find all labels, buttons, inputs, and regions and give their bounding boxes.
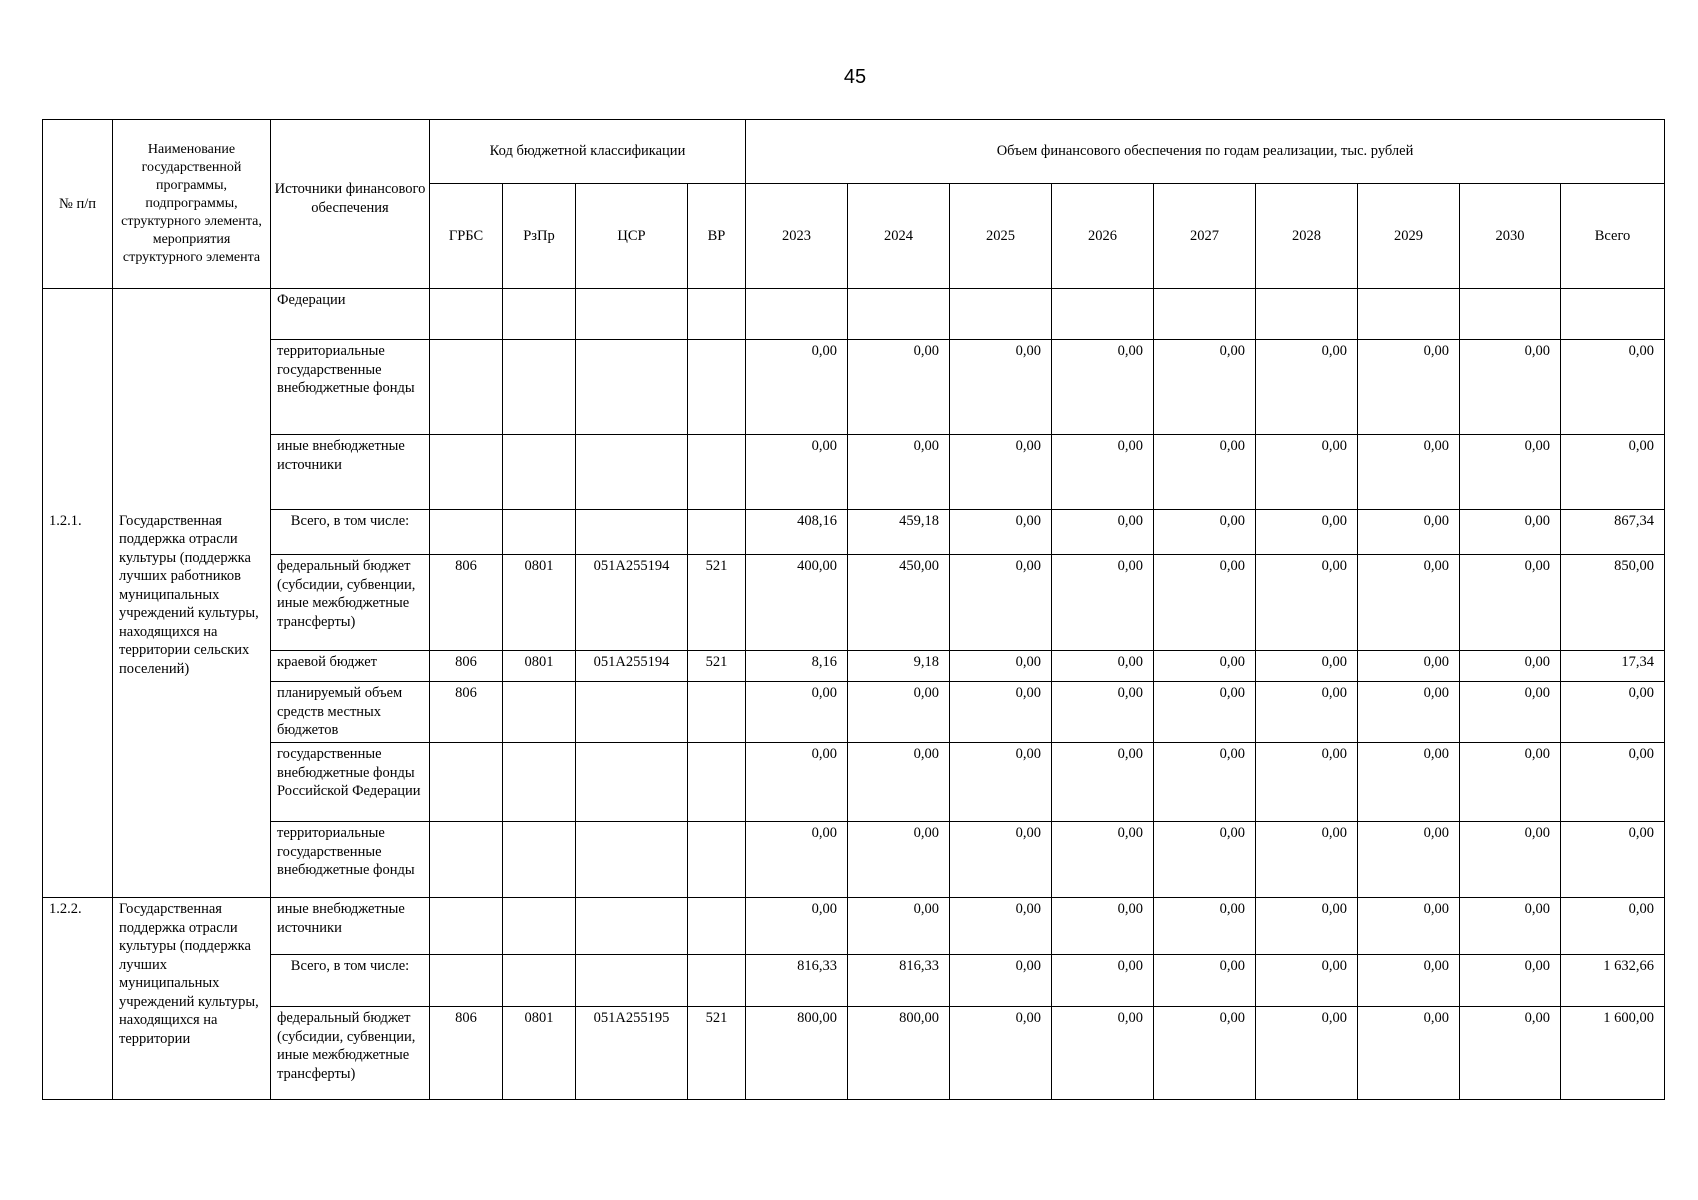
header-year: 2030 [1460, 184, 1561, 289]
budget-code-cell: 806 [430, 1007, 503, 1100]
year-value-cell: 0,00 [1052, 1007, 1154, 1100]
table-row [43, 955, 1665, 1007]
year-value-cell: 0,00 [848, 340, 950, 435]
year-value-cell: 0,00 [1460, 435, 1561, 510]
budget-code-cell [688, 822, 746, 898]
budget-code-cell [503, 898, 576, 955]
budget-code-cell [430, 955, 503, 1007]
year-value-cell: 0,00 [1052, 898, 1154, 955]
year-value-cell: 0,00 [1256, 682, 1358, 743]
budget-code-cell [688, 955, 746, 1007]
budget-code-cell [503, 510, 576, 555]
funding-source: государственные внебюджетные фонды Российской Федерации [271, 743, 430, 822]
header-year: 2026 [1052, 184, 1154, 289]
year-value-cell: 0,00 [1052, 682, 1154, 743]
header-code: РзПр [503, 184, 576, 289]
budget-code-cell [576, 510, 688, 555]
budget-code-cell [576, 682, 688, 743]
year-value-cell: 816,33 [848, 955, 950, 1007]
year-value-cell [950, 289, 1052, 340]
year-value-cell: 0,00 [1460, 555, 1561, 651]
header-name: Наименование государственной программы, подпрограммы, структурного элемента, мероприятия структурного элемента [113, 120, 271, 289]
year-value-cell: 0,00 [746, 435, 848, 510]
year-value-cell: 0,00 [1358, 1007, 1460, 1100]
header-year: 2027 [1154, 184, 1256, 289]
year-value-cell: 800,00 [848, 1007, 950, 1100]
funding-source: федеральный бюджет (субсидии, субвенции, иные межбюджетные трансферты) [271, 1007, 430, 1100]
total-value-cell: 0,00 [1561, 822, 1665, 898]
table-row [43, 898, 1665, 955]
table-row [43, 743, 1665, 822]
funding-source: планируемый объем средств местных бюджетов [271, 682, 430, 743]
budget-code-cell [503, 435, 576, 510]
year-value-cell: 450,00 [848, 555, 950, 651]
table-row [43, 289, 1665, 340]
table-row [43, 1007, 1665, 1100]
year-value-cell [1256, 289, 1358, 340]
year-value-cell: 400,00 [746, 555, 848, 651]
year-value-cell: 0,00 [848, 435, 950, 510]
budget-code-cell [503, 743, 576, 822]
budget-code-cell [688, 682, 746, 743]
year-value-cell: 0,00 [1154, 651, 1256, 682]
year-value-cell [1358, 289, 1460, 340]
year-value-cell: 0,00 [848, 743, 950, 822]
funding-source: иные внебюджетные источники [271, 898, 430, 955]
year-value-cell: 0,00 [1460, 651, 1561, 682]
year-value-cell: 816,33 [746, 955, 848, 1007]
total-value-cell: 17,34 [1561, 651, 1665, 682]
header-code: ГРБС [430, 184, 503, 289]
year-value-cell: 0,00 [1154, 682, 1256, 743]
budget-code-cell: 806 [430, 555, 503, 651]
year-value-cell: 0,00 [1052, 510, 1154, 555]
funding-source: территориальные государственные внебюджетные фонды [271, 822, 430, 898]
year-value-cell: 0,00 [1460, 822, 1561, 898]
funding-source: Федерации [271, 289, 430, 340]
item-name: Государственная поддержка отрасли культуры (поддержка лучших муниципальных учреждений культуры, находящихся на территории [113, 898, 271, 1100]
funding-source: территориальные государственные внебюджетные фонды [271, 340, 430, 435]
year-value-cell: 408,16 [746, 510, 848, 555]
item-num-cell [43, 289, 113, 510]
year-value-cell: 0,00 [1052, 651, 1154, 682]
year-value-cell: 0,00 [1256, 510, 1358, 555]
budget-table [42, 119, 1665, 1100]
budget-code-cell [576, 822, 688, 898]
budget-code-cell: 521 [688, 651, 746, 682]
year-value-cell: 0,00 [950, 682, 1052, 743]
budget-code-cell [430, 289, 503, 340]
year-value-cell: 0,00 [950, 822, 1052, 898]
budget-code-cell: 521 [688, 1007, 746, 1100]
header-source: Источники финансового обеспечения [271, 120, 430, 289]
budget-code-cell [576, 340, 688, 435]
year-value-cell: 0,00 [1460, 898, 1561, 955]
budget-code-cell [688, 340, 746, 435]
header-num: № п/п [43, 120, 113, 289]
total-value-cell: 0,00 [1561, 340, 1665, 435]
budget-code-cell [576, 955, 688, 1007]
total-value-cell: 0,00 [1561, 682, 1665, 743]
year-value-cell: 0,00 [1256, 743, 1358, 822]
year-value-cell: 0,00 [1154, 435, 1256, 510]
table-row [43, 510, 1665, 555]
year-value-cell: 0,00 [746, 340, 848, 435]
table-row [43, 822, 1665, 898]
year-value-cell: 0,00 [1154, 1007, 1256, 1100]
header-code: ЦСР [576, 184, 688, 289]
year-value-cell: 0,00 [1256, 555, 1358, 651]
year-value-cell: 0,00 [1358, 340, 1460, 435]
year-value-cell: 0,00 [950, 651, 1052, 682]
year-value-cell: 9,18 [848, 651, 950, 682]
budget-code-cell [688, 898, 746, 955]
year-value-cell: 0,00 [1358, 510, 1460, 555]
budget-code-cell [576, 289, 688, 340]
total-value-cell: 1 632,66 [1561, 955, 1665, 1007]
year-value-cell: 0,00 [1154, 555, 1256, 651]
header-year: 2028 [1256, 184, 1358, 289]
budget-code-cell [576, 898, 688, 955]
year-value-cell: 0,00 [1358, 898, 1460, 955]
year-value-cell: 0,00 [1358, 651, 1460, 682]
total-value-cell: 0,00 [1561, 435, 1665, 510]
header-budget-code: Код бюджетной классификации [430, 120, 746, 184]
year-value-cell: 0,00 [950, 955, 1052, 1007]
year-value-cell: 0,00 [950, 435, 1052, 510]
year-value-cell: 0,00 [950, 340, 1052, 435]
funding-source: краевой бюджет [271, 651, 430, 682]
budget-code-cell [430, 340, 503, 435]
year-value-cell [1154, 289, 1256, 340]
header-year: 2024 [848, 184, 950, 289]
year-value-cell: 0,00 [1154, 340, 1256, 435]
budget-code-cell [688, 289, 746, 340]
year-value-cell: 0,00 [1460, 340, 1561, 435]
year-value-cell: 0,00 [1154, 510, 1256, 555]
budget-code-cell [503, 340, 576, 435]
year-value-cell: 0,00 [1256, 955, 1358, 1007]
budget-code-cell [503, 955, 576, 1007]
budget-code-cell [576, 743, 688, 822]
budget-code-cell [430, 435, 503, 510]
total-value-cell [1561, 289, 1665, 340]
header-funding-volume: Объем финансового обеспечения по годам реализации, тыс. рублей [746, 120, 1665, 184]
year-value-cell: 0,00 [1154, 822, 1256, 898]
year-value-cell: 0,00 [1358, 555, 1460, 651]
year-value-cell: 0,00 [746, 682, 848, 743]
budget-code-cell: 051А255195 [576, 1007, 688, 1100]
year-value-cell: 0,00 [1256, 898, 1358, 955]
budget-code-cell: 806 [430, 682, 503, 743]
year-value-cell: 0,00 [1460, 743, 1561, 822]
year-value-cell [1052, 289, 1154, 340]
funding-source: федеральный бюджет (субсидии, субвенции, иные межбюджетные трансферты) [271, 555, 430, 651]
budget-code-cell [503, 682, 576, 743]
year-value-cell: 0,00 [950, 555, 1052, 651]
header-year: 2029 [1358, 184, 1460, 289]
budget-code-cell [503, 822, 576, 898]
item-name-cell [113, 289, 271, 510]
budget-code-cell [430, 743, 503, 822]
total-label: Всего, в том числе: [271, 510, 430, 555]
year-value-cell: 8,16 [746, 651, 848, 682]
year-value-cell: 0,00 [950, 898, 1052, 955]
budget-code-cell: 0801 [503, 1007, 576, 1100]
year-value-cell: 0,00 [1358, 682, 1460, 743]
item-num: 1.2.2. [43, 898, 113, 1100]
table-row [43, 340, 1665, 435]
year-value-cell: 0,00 [1154, 743, 1256, 822]
table-row [43, 555, 1665, 651]
year-value-cell: 0,00 [848, 682, 950, 743]
year-value-cell: 0,00 [1052, 822, 1154, 898]
year-value-cell: 459,18 [848, 510, 950, 555]
year-value-cell: 0,00 [1358, 822, 1460, 898]
budget-code-cell [503, 289, 576, 340]
table-row [43, 682, 1665, 743]
header-code: ВР [688, 184, 746, 289]
budget-code-cell: 051А255194 [576, 555, 688, 651]
year-value-cell: 0,00 [1460, 1007, 1561, 1100]
budget-code-cell: 806 [430, 651, 503, 682]
budget-code-cell [576, 435, 688, 510]
year-value-cell: 0,00 [848, 822, 950, 898]
budget-code-cell [688, 510, 746, 555]
year-value-cell: 0,00 [848, 898, 950, 955]
year-value-cell: 0,00 [1460, 682, 1561, 743]
year-value-cell: 0,00 [1256, 1007, 1358, 1100]
page-number: 45 [843, 66, 867, 88]
year-value-cell: 0,00 [950, 743, 1052, 822]
year-value-cell: 0,00 [950, 1007, 1052, 1100]
total-value-cell: 0,00 [1561, 898, 1665, 955]
total-value-cell: 867,34 [1561, 510, 1665, 555]
total-value-cell: 1 600,00 [1561, 1007, 1665, 1100]
table-row [43, 651, 1665, 682]
year-value-cell [1460, 289, 1561, 340]
year-value-cell: 0,00 [746, 898, 848, 955]
year-value-cell: 800,00 [746, 1007, 848, 1100]
year-value-cell: 0,00 [1052, 555, 1154, 651]
year-value-cell: 0,00 [1052, 743, 1154, 822]
year-value-cell: 0,00 [1358, 743, 1460, 822]
header-year: 2023 [746, 184, 848, 289]
budget-code-cell: 051А255194 [576, 651, 688, 682]
header-year: Всего [1561, 184, 1665, 289]
item-num: 1.2.1. [43, 510, 113, 898]
year-value-cell: 0,00 [1154, 955, 1256, 1007]
budget-code-cell: 0801 [503, 555, 576, 651]
year-value-cell: 0,00 [1256, 651, 1358, 682]
year-value-cell: 0,00 [1256, 822, 1358, 898]
year-value-cell: 0,00 [746, 743, 848, 822]
year-value-cell: 0,00 [746, 822, 848, 898]
year-value-cell: 0,00 [950, 510, 1052, 555]
budget-code-cell [430, 822, 503, 898]
funding-source: иные внебюджетные источники [271, 435, 430, 510]
year-value-cell: 0,00 [1052, 955, 1154, 1007]
year-value-cell: 0,00 [1256, 340, 1358, 435]
total-value-cell: 0,00 [1561, 743, 1665, 822]
year-value-cell [746, 289, 848, 340]
total-label: Всего, в том числе: [271, 955, 430, 1007]
year-value-cell: 0,00 [1358, 435, 1460, 510]
year-value-cell: 0,00 [1460, 955, 1561, 1007]
budget-code-cell: 0801 [503, 651, 576, 682]
year-value-cell: 0,00 [1460, 510, 1561, 555]
year-value-cell: 0,00 [1358, 955, 1460, 1007]
year-value-cell: 0,00 [1052, 435, 1154, 510]
budget-code-cell [430, 898, 503, 955]
year-value-cell: 0,00 [1256, 435, 1358, 510]
budget-code-cell [430, 510, 503, 555]
table-row [43, 435, 1665, 510]
budget-code-cell: 521 [688, 555, 746, 651]
budget-code-cell [688, 743, 746, 822]
year-value-cell: 0,00 [1052, 340, 1154, 435]
year-value-cell: 0,00 [1154, 898, 1256, 955]
item-name: Государственная поддержка отрасли культуры (поддержка лучших работников муниципальных учреждений культуры, находящихся на территории сельских поселений) [113, 510, 271, 898]
budget-code-cell [688, 435, 746, 510]
header-year: 2025 [950, 184, 1052, 289]
year-value-cell [848, 289, 950, 340]
total-value-cell: 850,00 [1561, 555, 1665, 651]
